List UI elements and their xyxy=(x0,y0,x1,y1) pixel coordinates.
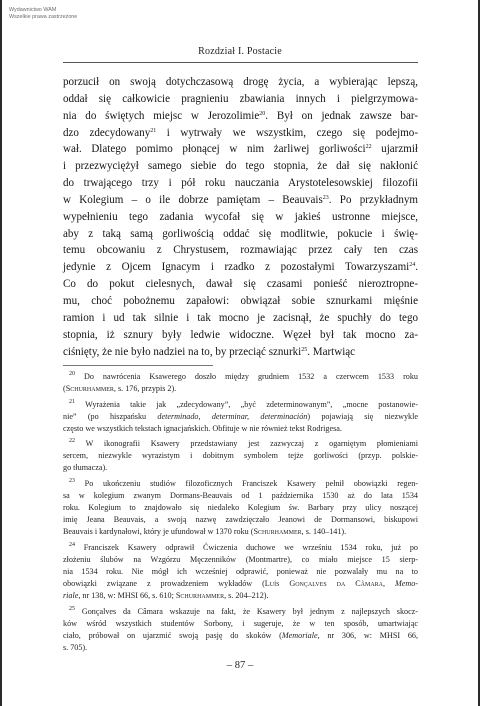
footnote-line: często we wszystkich tekstach ignacjańskich. Obfituje w nie również tekst Rodrigesa. xyxy=(63,423,342,433)
footnote-line: ciało, próbował on ujarzmić swoją pasję do skoków (Memoriale, nr 306, w: MHSI 66, xyxy=(63,630,418,640)
footnote-ref: 24 xyxy=(409,262,416,269)
footnote-line: go tłumacza). xyxy=(63,463,108,473)
footnote-20 xyxy=(63,371,418,395)
footnote-line: $^{20}$ Do nawrócenia Ksawerego doszło między grudniem 1532 a czerwcem 1533 roku xyxy=(69,371,418,381)
text-line: wypełnieniu tego zadania wycofał się w jakieś ustronne miejsce, xyxy=(63,210,418,223)
running-head: Rozdział I. Postacie xyxy=(198,46,282,57)
text-line: i przezwyciężył samego siebie do tego stopnia, że dał się nakłonić xyxy=(63,160,418,173)
footnote-ref: 23 xyxy=(322,194,329,201)
text-line: stopnia, iż sznury były ledwie widoczne. Węzeł był tak mocno za- xyxy=(63,328,418,341)
footnote-number: 21 xyxy=(69,398,75,405)
main-text xyxy=(63,74,418,360)
footnote-line: ków wśród wszystkich studentów Sorbony, i sugeruje, że w ten sposób, umartwiając xyxy=(63,618,418,628)
text-line: ciśnięty, że nie było nadziei na to, by przeciąć sznurki$^{25}$. Martwiąc xyxy=(63,345,356,358)
footnote-number: 25 xyxy=(69,605,75,612)
footnote-line: roku. Kolegium to znajdowało się niedaleko Kolegium św. Barbary przy ulicy noszącej xyxy=(63,503,418,513)
footnote-rule xyxy=(63,365,213,366)
publisher-watermark xyxy=(9,7,77,21)
footnote-line: (Schurhammer, s. 176, przypis 2). xyxy=(63,384,177,394)
text-line: ramion i ud tak silnie i tak mocno je zacisnął, że spuchły do tego xyxy=(63,311,418,324)
footnote-line: nie” (po hiszpańsku determinado, determinar, determinación) pojawiają się niezwykle xyxy=(63,411,418,421)
footnote-line: nia 1534 roku. Nie mógł ich wcześniej odprawić, ponieważ nie pozwalały mu na to xyxy=(63,566,418,576)
footnote-number: 22 xyxy=(69,438,75,445)
footnote-23 xyxy=(63,478,418,538)
footnote-ref: 20 xyxy=(259,110,266,117)
text-line: porzucił on swoją dotychczasową drogę życia, a wybierając lepszą, xyxy=(63,76,418,88)
text-line: do trwającego trzy i pół roku nauczania Arystotelesowskiej filozofii xyxy=(63,177,418,190)
footnote-line: s. 705). xyxy=(63,642,88,652)
text-line: w Kolegium – o ile dobrze pamiętam – Beauvais$^{23}$. Po przykładnym xyxy=(63,193,418,206)
footnote-22 xyxy=(63,438,418,474)
watermark-line-1: Wydawnictwo WAM xyxy=(9,7,57,13)
footnote-line: Beauvais i kardynałowi, który je ufundował w 1370 roku (Schurhammer, s. 140–141). xyxy=(63,527,347,537)
footnote-24 xyxy=(63,542,418,602)
footnote-line: imię Jeana Beauvais, a swoją nazwę zawdzięczało Jeanowi de Dormansowi, biskupowi xyxy=(63,515,418,525)
footnote-21 xyxy=(63,399,418,435)
page-number: – 87 – xyxy=(226,660,254,671)
footnote-25 xyxy=(63,606,418,654)
text-line: wał. Dlatego pomimo płonącej w nim żarliwej gorliwości$^{22}$ ujarzmił xyxy=(63,143,418,156)
footnote-line: sercem, niezwykle wyrazistym i dobitnym symbolem tejże gorliwości (przyp. polskie- xyxy=(63,451,418,461)
footnote-line: $^{25}$ Gonçalves da Câmara wskazuje na fakt, że Ksawery był jednym z najlepszych skocz- xyxy=(69,605,418,616)
watermark-line-2: Wszelkie prawa zastrzeżone xyxy=(9,14,78,20)
text-line: oddał się całkowicie pragnieniu zbawiania innych i pielgrzymowa- xyxy=(63,92,418,105)
footnote-line: obowiązki związane z prowadzeniem wykładów (Luís Gonçalves da Câmara, Memo- xyxy=(63,579,418,589)
text-line: dzo zdecydowany$^{21}$ i wytrwały we wszystkim, czego się podejmo- xyxy=(63,126,418,139)
footnote-number: 24 xyxy=(69,541,75,548)
footnote-number: 20 xyxy=(69,371,75,377)
text-line: Co do pokut cielesnych, dawał się czasami ponieść nieroztropne- xyxy=(63,278,418,291)
text-line: temu obcowaniu z Chrystusem, rozmawiając przez cały ten czas xyxy=(63,244,418,257)
text-line: jedynie z Ojcem Ignacym i rzadko z pozostałymi Towarzyszami$^{24}$. xyxy=(63,261,418,274)
footnote-line: sa w kolegium zwanym Dormans-Beauvais od 1 października 1530 aż do lata 1534 xyxy=(63,491,418,501)
text-line: nia do świętych miejsc w Jerozolimie$^{20}$. Był on jednak zawsze bar- xyxy=(63,109,418,122)
footnote-line: złożeniu ślubów na Wzgórzu Męczenników (Montmartre), co miało miejsce 15 sierp- xyxy=(63,554,418,564)
footnote-ref: 25 xyxy=(301,346,308,353)
text-line: mu, choć pobożnemu zapałowi: obwiązał sobie sznurkami mięśnie xyxy=(63,294,418,307)
text-line: aby z taką samą gorliwością oddać się modlitwie, pokucie i świę- xyxy=(63,227,418,240)
footnote-number: 23 xyxy=(69,477,75,484)
header-rule xyxy=(63,62,418,63)
footnote-line: $^{21}$ Wyrażenia takie jak „zdecydowany”, „być zdeterminowanym”, „mocne postanowie- xyxy=(69,398,418,409)
footnote-ref: 22 xyxy=(365,144,372,151)
footnotes xyxy=(63,371,418,657)
footnote-line: riale, nr 138, w: MHSI 66, s. 610; Schurhammer, s. 204–212). xyxy=(63,591,269,601)
footnote-line: $^{22}$ W ikonografii Ksawery przedstawiany jest zazwyczaj z ogarniętym płomieniami xyxy=(69,438,418,449)
footnote-ref: 21 xyxy=(150,127,157,134)
footnote-line: $^{24}$ Franciszek Ksawery odprawił Ćwiczenia duchowe we wrześniu 1534 roku, już po xyxy=(69,541,418,552)
footnote-line: $^{23}$ Po ukończeniu studiów filozoficznych Franciszek Ksawery pełnił obowiązki regen- xyxy=(69,477,418,488)
